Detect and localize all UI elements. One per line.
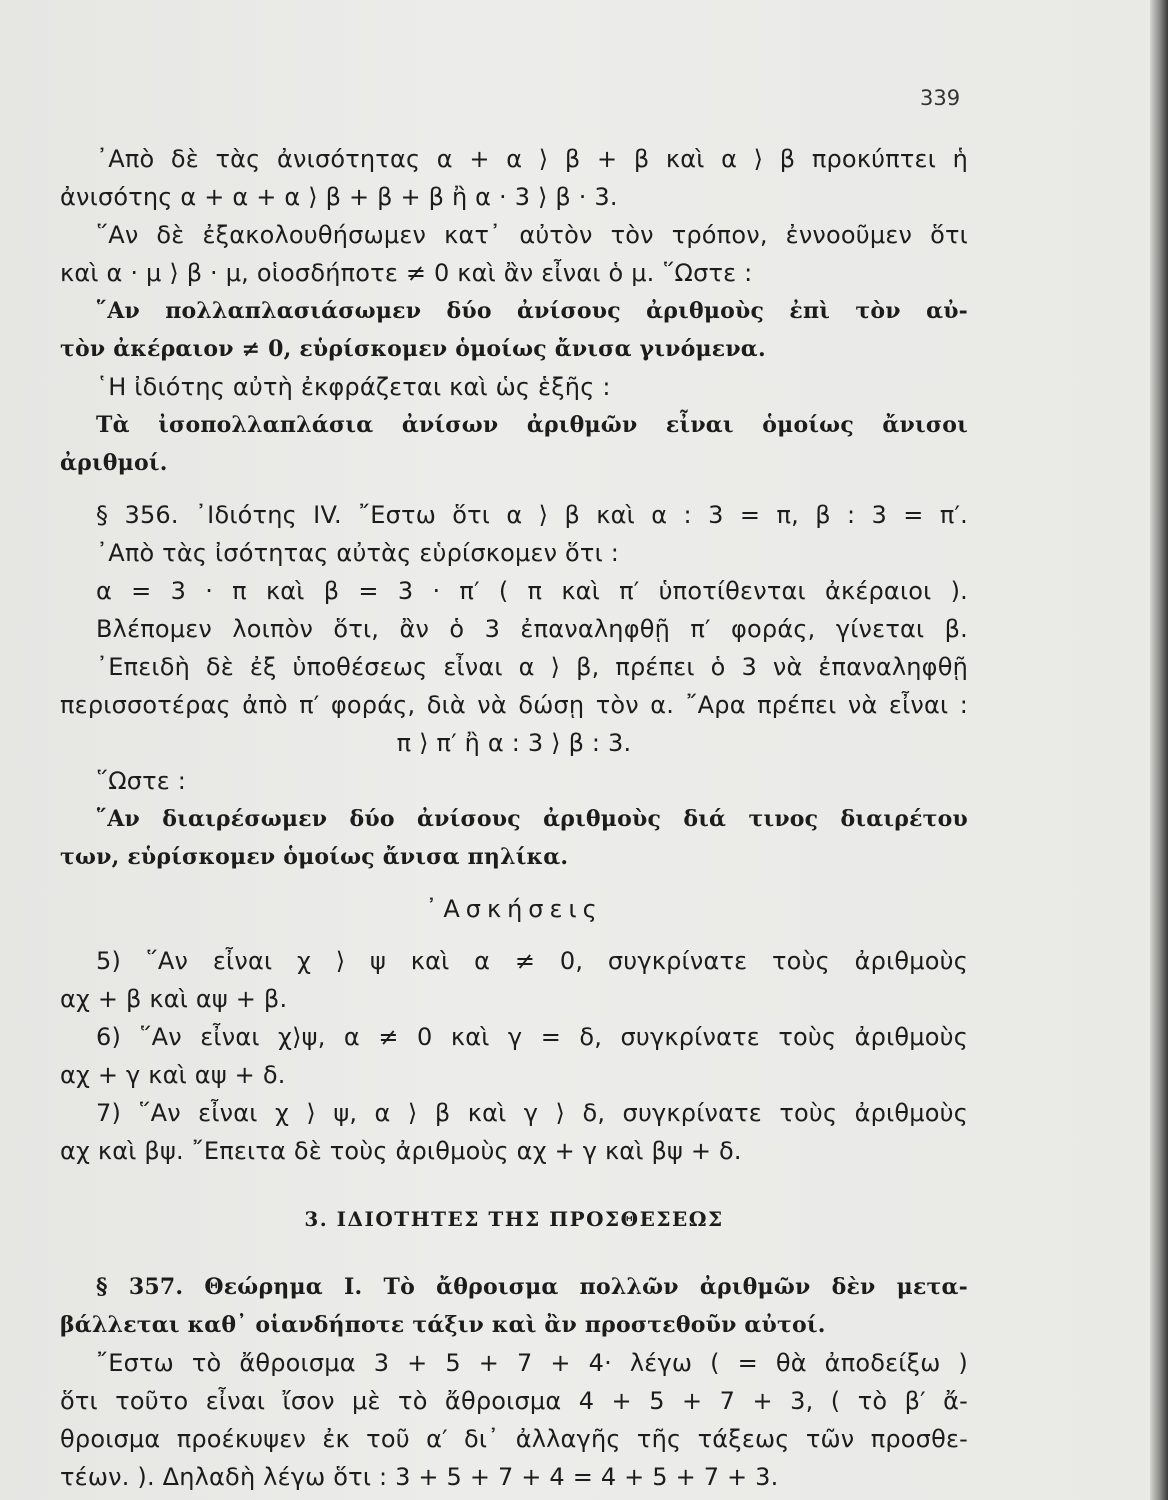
text-line: ᾿Απὸ δὲ τὰς ἀνισότητας α + α ⟩ β + β καὶ α ⟩ β προκύπτει ἡ [96,145,968,173]
exercise-line: αχ καὶ βψ. ῎Επειτα δὲ τοὺς ἀριθμοὺς αχ + γ καὶ βψ + δ. [60,1137,742,1165]
formula-line: π ⟩ π′ ἢ α : 3 ⟩ β : 3. [396,729,632,757]
page-number: 339 [920,86,961,110]
theorem-line: τὸν ἀκέραιον ≠ 0, εὑρίσκομεν ὁμοίως ἄνισα γινόμενα. [60,336,766,362]
exercise-line: 6) ῞Αν εἶναι χ⟩ψ, α ≠ 0 καὶ γ = δ, συγκρίνατε τοὺς ἀριθμοὺς [96,1023,968,1051]
exercise-line: αχ + β καὶ αψ + β. [60,985,288,1013]
theorem-line: βάλλεται καθ᾿ οἱανδήποτε τάξιν καὶ ἂν προστεθοῦν αὐτοί. [60,1312,826,1338]
theorem-line: ῞Αν πολλαπλασιάσωμεν δύο ἀνίσους ἀριθμοὺς ἐπὶ τὸν αὐ- [96,298,968,324]
text-line: α = 3 · π καὶ β = 3 · π′ ( π καὶ π′ ὑποτίθενται ἀκέραιοι ). [96,577,968,605]
text-line: ἀνισότης α + α + α ⟩ β + β + β ἢ α · 3 ⟩ β · 3. [60,183,618,211]
text-line: ῾Η ἰδιότης αὐτὴ ἐκφράζεται καὶ ὡς ἑξῆς : [96,373,611,401]
text-line: περισσοτέρας ἀπὸ π′ φοράς, διὰ νὰ δώσῃ τὸν α. ῎Αρα πρέπει νὰ εἶναι : [60,691,968,719]
page-edge-shadow [1150,0,1168,1500]
exercise-line: 7) ῞Αν εἶναι χ ⟩ ψ, α ⟩ β καὶ γ ⟩ δ, συγκρίνατε τοὺς ἀριθμοὺς [96,1099,968,1127]
theorem-line: Τὰ ἰσοπολλαπλάσια ἀνίσων ἀριθμῶν εἶναι ὁμοίως ἄνισοι [96,412,968,438]
theorem-line: ῞Αν διαιρέσωμεν δύο ἀνίσους ἀριθμοὺς διά τινος διαιρέτου [96,806,968,832]
text-line: ᾿Επειδὴ δὲ ἐξ ὑποθέσεως εἶναι α ⟩ β, πρέπει ὁ 3 νὰ ἐπαναληφθῇ [96,653,968,681]
text-line: ᾿Απὸ τὰς ἰσότητας αὐτὰς εὑρίσκομεν ὅτι : [96,539,620,567]
exercises-heading: ᾿Ασκήσεις [425,895,603,923]
exercise-line: 5) ῞Αν εἶναι χ ⟩ ψ καὶ α ≠ 0, συγκρίνατε τοὺς ἀριθμοὺς [96,947,968,975]
text-line: Βλέπομεν λοιπὸν ὅτι, ἂν ὁ 3 ἐπαναληφθῇ π′ φοράς, γίνεται β. [96,615,968,643]
text-line: ῞Αν δὲ ἐξακολουθήσωμεν κατ᾿ αὐτὸν τὸν τρόπον, ἐννοοῦμεν ὅτι [96,221,968,249]
text-line: ῎Εστω τὸ ἄθροισμα 3 + 5 + 7 + 4· λέγω ( = θὰ ἀποδείξω ) [96,1349,968,1377]
section-title: 3. ΙΔΙΟΤΗΤΕΣ ΤΗΣ ΠΡΟΣΘΕΣΕΩΣ [304,1207,724,1231]
text-line: τέων. ). Δηλαδὴ λέγω ὅτι : 3 + 5 + 7 + 4 = 4 + 5 + 7 + 3. [60,1463,779,1491]
text-line: ῞Ωστε : [96,767,187,795]
theorem-line: § 357. Θεώρημα I. Τὸ ἄθροισμα πολλῶν ἀριθμῶν δὲν μετα- [96,1274,968,1300]
section-356-heading: § 356. ᾿Ιδιότης IV. ῎Εστω ὅτι α ⟩ β καὶ α : 3 = π, β : 3 = π′. [96,501,968,529]
text-line: ὅτι τοῦτο εἶναι ἴσον μὲ τὸ ἄθροισμα 4 + 5 + 7 + 3, ( τὸ β′ ἄ- [60,1387,968,1415]
exercise-line: αχ + γ καὶ αψ + δ. [60,1061,286,1089]
text-line: θροισμα προέκυψεν ἐκ τοῦ α′ δι᾿ ἀλλαγῆς τῆς τάξεως τῶν προσθε- [60,1425,968,1453]
text-line: καὶ α · μ ⟩ β · μ, οἱοσδήποτε ≠ 0 καὶ ἂν εἶναι ὁ μ. ῞Ωστε : [60,259,753,287]
page-text [60,140,968,1496]
theorem-line: των, εὑρίσκομεν ὁμοίως ἄνισα πηλίκα. [60,844,569,870]
theorem-line: ἀριθμοί. [60,450,168,476]
